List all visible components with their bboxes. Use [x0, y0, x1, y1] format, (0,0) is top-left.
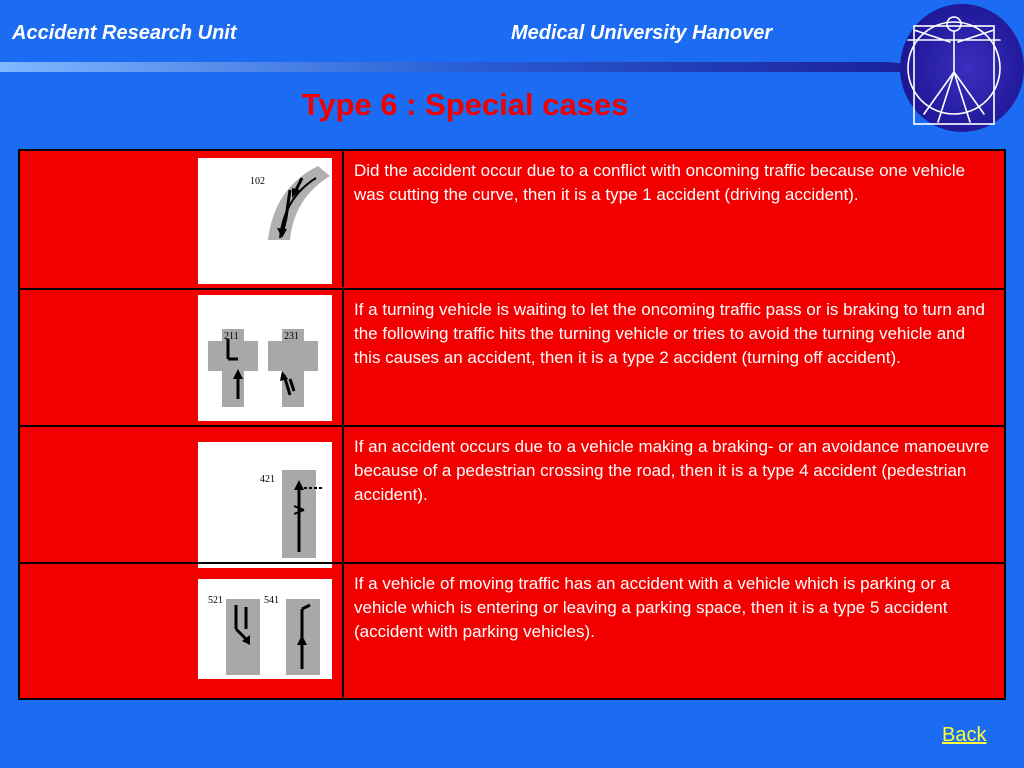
header-left-title: Accident Research Unit [12, 22, 237, 44]
case-description: Did the accident occur due to a conflict with oncoming traffic because one vehicle was cutting the curve, then it is a type 1 accident (driving accident). [354, 161, 966, 204]
diagram-label: 102 [250, 176, 265, 187]
column-divider [342, 564, 344, 700]
case-description: If an accident occurs due to a vehicle making a braking- or an avoidance manoeuvre because of a pedestrian crossing the road, then it is a type 4 accident (pedestrian accident). [354, 437, 990, 504]
case-row [20, 562, 1004, 700]
column-divider [342, 427, 344, 563]
accident-diagram [198, 442, 332, 568]
diagram-label: 521 [208, 595, 223, 606]
case-table [18, 149, 1006, 700]
header-center-title: Medical University Hanover [511, 22, 773, 44]
case-row [20, 425, 1004, 563]
diagram-label: 231 [284, 331, 299, 342]
header-gradient-bar [0, 60, 1024, 74]
case-description: If a turning vehicle is waiting to let the oncoming traffic pass or is braking to turn and the following traffic hits the turning vehicle or tries to avoid the turning vehicle and this causes an accident, then it is a type 2 accident (turning off accident). [354, 300, 985, 367]
diagram-label: 211 [224, 331, 239, 342]
column-divider [342, 290, 344, 426]
diagram-label: 421 [260, 474, 275, 485]
diagram-label: 541 [264, 595, 279, 606]
accident-diagram [198, 579, 332, 679]
page-title: Type 6 : Special cases [301, 87, 629, 122]
case-description: If a vehicle of moving traffic has an accident with a vehicle which is parking or a vehicle which is entering or leaving a parking space, then it is a type 5 accident (accident with parking vehicles). [354, 574, 950, 641]
back-link[interactable]: Back [942, 724, 987, 746]
case-row [20, 151, 1004, 287]
column-divider [342, 151, 344, 287]
accident-diagram [198, 295, 332, 421]
accident-diagram [198, 158, 332, 284]
case-row [20, 288, 1004, 426]
